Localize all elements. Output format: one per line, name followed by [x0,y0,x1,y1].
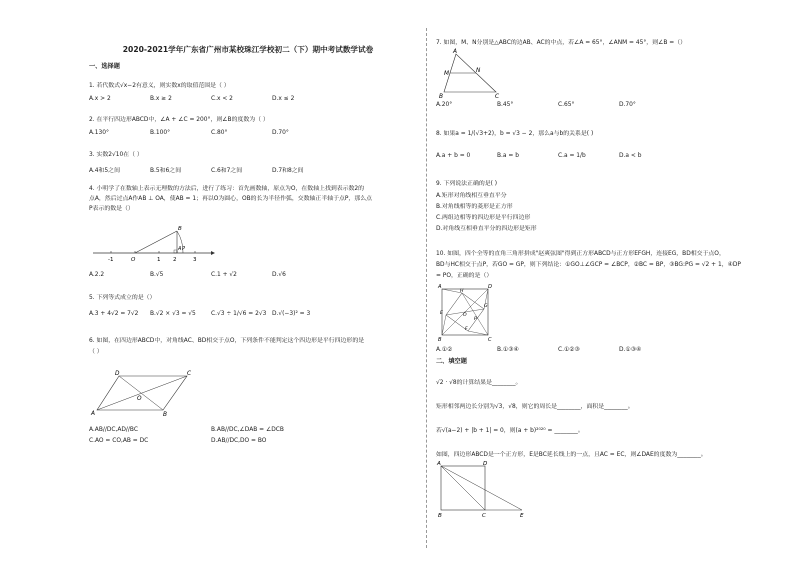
q6-option-a: A.AB//DC,AD//BC [89,427,138,433]
q2-option-a: A.130° [89,130,109,136]
vertex-c: C [495,94,500,100]
q2-option-b: B.100° [150,130,171,136]
vertex-d: D [488,284,492,290]
q3-option-d: D.7和8之间 [272,168,304,174]
number-line-figure [89,222,219,264]
center-o: O [463,313,467,318]
axis-label-minus-1: -1 [108,257,114,263]
point-label-p: P [182,246,186,252]
q7-option-c: C.65° [558,102,575,108]
zhao-shuang-figure [436,283,498,343]
question-10-line-1: 10. 如图，四个全等的直角三角形拼成"赵爽弦图"得到正方形ABCD与正方形EFGH，连接EG，BD相交于点O， [436,251,725,257]
question-9: 9. 下列说法正确的是( ) [436,181,498,187]
vertex-g: G [484,304,488,309]
axis-label-3: 3 [193,257,197,263]
q10-option-b: B.①③④ [497,347,519,353]
vertex-b: B [438,513,442,519]
center-o: O [137,396,142,402]
q4-option-b: B.√5 [150,272,164,278]
section-fill-in: 二、填空题 [436,358,467,365]
point-p: P [474,317,477,322]
q5-option-d: D.√(−3)² = 3 [272,311,311,317]
section-choice: 一、选择题 [89,63,120,70]
column-divider [426,28,427,548]
point-e: E [520,513,524,519]
q1-option-b: B.x ≥ 2 [150,96,172,102]
axis-label-1: 1 [157,257,161,263]
q2-option-d: D.70° [272,130,289,136]
q9-statement-d: D.对角线互相垂直平分的四边形是矩形 [436,226,537,232]
q8-option-d: D.a < b [619,153,642,159]
q10-option-a: A.①② [436,347,453,353]
vertex-b: B [439,94,443,100]
q9-statement-c: C.两组边相等的四边形是平行四边形 [436,215,531,221]
q5-option-c: C.√3 ÷ 1/√6 = 2√3 [211,311,267,317]
question-10-line-3: = PO，正确的是（） [436,273,493,279]
q1-option-c: C.x < 2 [211,96,233,102]
exam-title: 2020-2021学年广东省广州市某校珠江学校初二（下）期中考试数学试卷 [122,45,374,54]
midpoint-m: M [444,71,450,77]
q8-option-c: C.a = 1/b [558,153,586,159]
question-14: 如图，四边形ABCD是一个正方形，E是BC延长线上的一点，且AC = EC，则∠DAE的度数为________。 [436,452,707,458]
axis-label-2: 2 [173,257,177,263]
vertex-b: B [163,412,167,418]
q1-option-d: D.x ≤ 2 [272,96,295,102]
q3-option-c: C.6和7之间 [211,168,243,174]
q7-option-b: B.45° [497,102,514,108]
question-5: 5. 下列等式成立的是（） [89,295,156,301]
vertex-e: E [440,311,443,316]
vertex-a: A [438,284,442,290]
q4-option-c: C.1 + √2 [211,272,237,278]
vertex-f: F [465,327,468,332]
q9-statement-a: A.矩形对角线相互垂直平分 [436,193,507,199]
q5-option-a: A.3 + 4√2 = 7√2 [89,311,139,317]
question-4-line-1: 4. 小明学了在数轴上表示无理数的方法后，进行了练习：首先画数轴，原点为O，在数轴上找到表示数2的 [89,186,365,192]
point-label-b: B [178,226,182,232]
q2-option-c: C.80° [211,130,228,136]
q7-option-d: D.70° [619,102,636,108]
question-4-line-2: 点A，然后过点A作AB ⊥ OA，使AB = 1；再以O为圆心，OB的长为半径作弧，交数轴正半轴于点P，那么点 [89,196,372,202]
q5-option-b: B.√2 × √3 = √5 [150,311,196,317]
q3-option-b: B.5和6之间 [150,168,182,174]
vertex-d: D [115,371,120,377]
q7-option-a: A.20° [436,102,453,108]
q4-option-d: D.√6 [272,272,286,278]
vertex-c: C [488,337,492,343]
question-7: 7. 如图，M、N分别是△ABC的边AB、AC的中点，若∠A = 65°，∠ANM = 45°，则∠B =（） [436,40,686,46]
q3-option-a: A.4和5之间 [89,168,120,174]
question-4-line-3: P表示的数是（） [89,206,134,212]
parallelogram-figure [89,366,199,418]
q6-option-d: D.AB//DC,DO = BO [211,438,267,444]
point-label-a: A [178,246,182,252]
question-1: 1. 若代数式√x−2有意义，则实数x的取值范围是（ ） [89,83,230,89]
q4-option-a: A.2.2 [89,272,105,278]
vertex-a: A [453,49,457,55]
q10-option-c: C.①②③ [558,347,580,353]
square-extension-figure [434,460,534,520]
triangle-mn-figure [436,50,506,100]
q8-option-a: A.a + b = 0 [436,153,471,159]
vertex-a: A [437,461,441,467]
vertex-c: C [187,371,192,377]
question-6-line-2: （ ） [89,349,103,355]
question-2: 2. 在平行四边形ABCD中，∠A + ∠C = 200°，则∠B的度数为（ ） [89,117,269,123]
question-6-line-1: 6. 如图，在四边形ABCD中，对角线AC、BD相交于点O，下列条件不能判定这个四边形是平行四边形的是 [89,338,365,344]
question-8: 8. 如果a = 1/(√3+2)，b = √3 − 2，那么a与b的关系是( ) [436,131,594,137]
q9-statement-b: B.对角线相等的菱形是正方形 [436,204,513,210]
vertex-c: C [482,513,486,519]
vertex-a: A [91,411,95,417]
question-12: 矩形相邻两边长分别为√3，√8，则它的周长是________，面积是________。 [436,404,634,410]
q6-option-b: B.AB//DC,∠DAB = ∠DCB [211,427,284,433]
question-10-line-2: BD与HC相交于点P，若GO = GP，则下列结论：①GO⊥∠GCP = ∠BCP，②BC = BP，③BG:PG = √2 + 1，④DP [436,262,741,268]
q6-option-c: C.AO = CO,AB = DC [89,438,149,444]
axis-label-origin: O [131,257,136,263]
vertex-d: D [483,461,488,467]
q1-option-a: A.x > 2 [89,96,111,102]
question-13: 若√(a−2) + |b + 1| = 0，则(a + b)²⁰²⁰ = ________。 [436,428,584,434]
q8-option-b: B.a = b [497,153,519,159]
q10-option-d: D.①③④ [619,347,642,353]
question-11: √2 · √8的计算结果是________。 [436,380,522,386]
vertex-h: H [460,289,464,294]
midpoint-n: N [476,68,481,74]
vertex-b: B [438,337,442,343]
question-3: 3. 实数2√10在（ ） [89,152,143,158]
